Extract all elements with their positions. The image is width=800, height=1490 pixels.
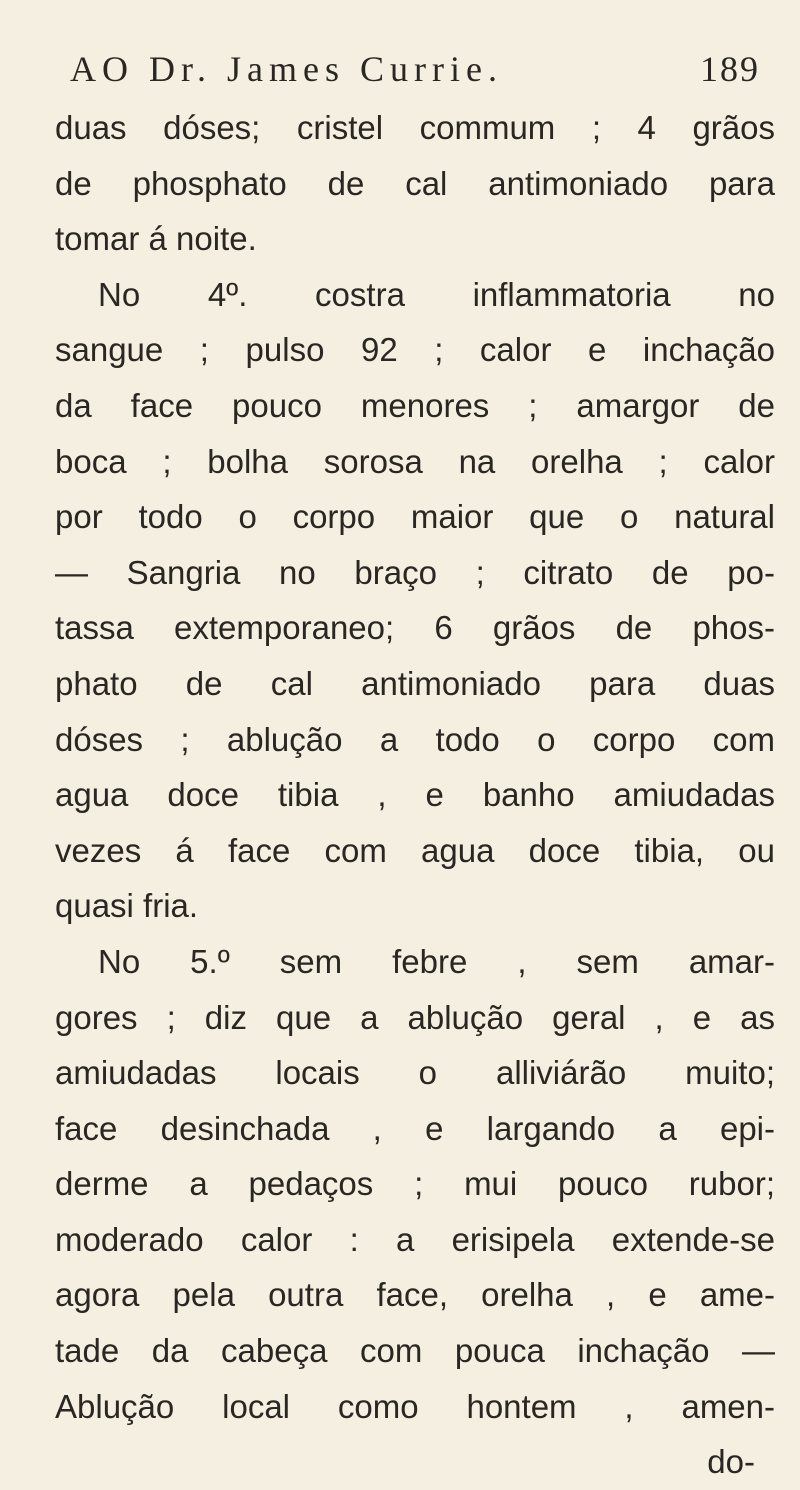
text-line: agora pela outra face, orelha , e ame- [55, 1276, 775, 1314]
body-text [55, 100, 775, 1490]
text-line: phato de cal antimoniado para duas [55, 664, 775, 702]
text-line: tomar á noite. [55, 220, 257, 258]
page-number: 189 [700, 49, 760, 89]
text-line: de phosphato de cal antimoniado para [55, 164, 775, 202]
text-line: tade da cabeça com pouca inchação — [55, 1332, 775, 1370]
text-line: agua doce tibia , e banho amiudadas [55, 776, 775, 814]
text-line: vezes á face com agua doce tibia, ou [55, 831, 775, 869]
text-line: tassa extemporaneo; 6 grãos de phos- [55, 609, 775, 647]
text-line: por todo o corpo maior que o natural [55, 498, 775, 536]
text-line: derme a pedaços ; mui pouco rubor; [55, 1165, 775, 1203]
text-line: gores ; diz que a ablução geral , e as [55, 998, 775, 1036]
text-line: No 4º. costra inflammatoria no [98, 275, 775, 313]
text-line: — Sangria no braço ; citrato de po- [55, 553, 775, 591]
text-line: face desinchada , e largando a epi- [55, 1109, 775, 1147]
text-line: quasi fria. [55, 887, 199, 925]
text-line: No 5.º sem febre , sem amar- [98, 942, 775, 980]
text-line: boca ; bolha sorosa na orelha ; calor [55, 442, 775, 480]
catchword: do- [707, 1443, 755, 1481]
running-title: AO Dr. James Currie. [70, 49, 503, 89]
text-line: da face pouco menores ; amargor de [55, 386, 775, 424]
text-line: moderado calor : a erisipela extende-se [55, 1220, 775, 1258]
text-line: dóses ; ablução a todo o corpo com [55, 720, 775, 758]
text-line: amiudadas locais o alliviárão muito; [55, 1054, 775, 1092]
running-head [70, 44, 760, 94]
text-line: sangue ; pulso 92 ; calor e inchação [55, 331, 775, 369]
text-line: duas dóses; cristel commum ; 4 grãos [55, 109, 775, 146]
text-line: Ablução local como hontem , amen- [55, 1387, 775, 1425]
